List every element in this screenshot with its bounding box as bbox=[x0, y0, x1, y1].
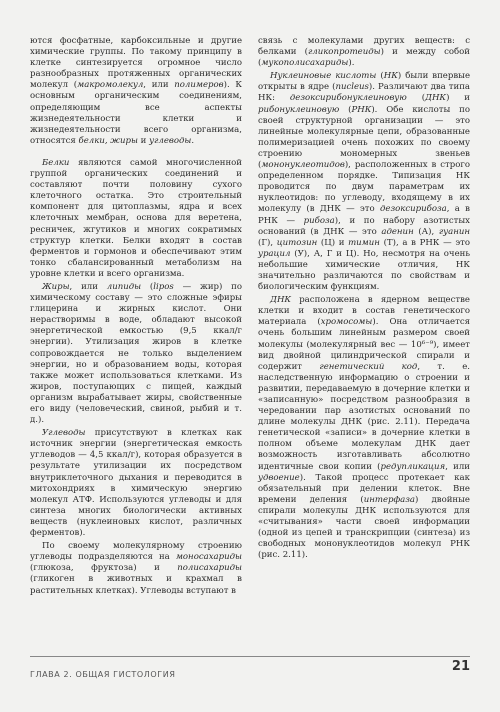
italic-term: ДНК bbox=[425, 93, 447, 104]
paragraph-p4 bbox=[30, 428, 242, 539]
italic-term: НК bbox=[383, 71, 398, 82]
text-run: расположена в ядерном веществе клетки и входит в состав генетического материала ( bbox=[258, 295, 470, 328]
italic-term: Белки bbox=[42, 157, 70, 168]
text-run: ). bbox=[348, 58, 355, 69]
italic-term: цитозин bbox=[276, 237, 318, 248]
paragraph-p3 bbox=[30, 282, 242, 426]
italic-term: Углеводы bbox=[42, 428, 86, 439]
text-run: . bbox=[191, 135, 195, 146]
italic-term: тимин bbox=[348, 237, 380, 248]
text-run: ). Обе кислоты по своей структурной организации — это линейные молекулярные цепи, образованные полимеризацией очень похожих по своему строению мономерных звеньев ( bbox=[258, 104, 470, 171]
text-run: (гликоген в животных и крахмал в растительных клетках). Углеводы вступают в bbox=[30, 574, 242, 596]
text-run: (Ц) и bbox=[317, 237, 349, 248]
text-run: ) и между собой ( bbox=[258, 47, 470, 69]
text-run: , или bbox=[143, 80, 175, 91]
italic-term: lipos bbox=[153, 281, 174, 292]
text-run: (А), bbox=[413, 226, 439, 237]
italic-term: удвоение bbox=[258, 472, 300, 483]
italic-term: nucleus bbox=[335, 82, 369, 93]
text-run: (У), А, Г и Ц). Но, несмотря на очень небольшие химические отличия, НК значительно различаются по свойствам и биологическим функциям. bbox=[258, 248, 470, 293]
italic-term: редупликация bbox=[380, 461, 446, 472]
text-run: ( bbox=[406, 93, 426, 104]
italic-term: моносахариды bbox=[175, 552, 242, 563]
text-run: ), и по набору азотистых оснований (в ДНК — это bbox=[258, 215, 470, 237]
text-run: , а в РНК — bbox=[258, 204, 470, 226]
italic-term: Жиры bbox=[42, 281, 70, 292]
text-run: ). Такой процесс протекает как обязательный при делении клеток. Вне времени деления ( bbox=[258, 472, 470, 505]
text-run: (Т), а в РНК — это bbox=[379, 237, 470, 248]
text-run: ( bbox=[339, 104, 352, 115]
paragraph-p6 bbox=[258, 36, 470, 69]
text-run: , или bbox=[445, 461, 470, 472]
paragraph-p5 bbox=[30, 541, 242, 596]
text-run: (Г), bbox=[258, 237, 277, 248]
italic-term: липиды bbox=[106, 281, 142, 292]
paragraph-p2 bbox=[30, 158, 242, 280]
italic-term: Нуклеиновые кислоты bbox=[270, 71, 377, 82]
italic-term: ДНК bbox=[270, 295, 292, 306]
italic-term: полимеров bbox=[174, 80, 224, 91]
text-run: присутствуют в клетках как источник энергии (энергетическая емкость углеводов — 4,5 ккал/г), которая образуется в результате утилизации их посредством внутриклеточного дыхания и переводится в митохондриях в химическую энергию молекул АТФ. Используются углеводы и для синтеза многих биологически активных веществ (нуклеиновых кислот, различных ферментов). bbox=[30, 428, 242, 539]
text-run: ) и bbox=[446, 93, 470, 104]
text-run: ) были впервые открыты в ядре ( bbox=[258, 71, 470, 93]
italic-term: аденин bbox=[381, 226, 414, 237]
italic-term: РНК bbox=[351, 104, 372, 115]
text-run: ). К основным органическим соединениям, определяющим все аспекты жизнедеятельности клетки и жизнедеятельности всего организма, относятся bbox=[30, 80, 242, 146]
text-run: По своему молекулярному строению углеводы подразделяются на bbox=[30, 541, 242, 563]
text-run: ). Различают два типа НК: bbox=[258, 82, 470, 104]
italic-term: макромолекул bbox=[77, 80, 144, 91]
italic-term: мононуклеотидов bbox=[261, 160, 345, 171]
text-run: являются самой многочисленной группой органических соединений и составляют почти половину сухого клеточного остатка. Это строительный компонент для цитоплазмы, ядра и всех клеточных мембран, основа для веретена, ресничек, жгутиков и многих сократимых структур клетки. Белки входят в состав ферментов и гормонов и обеспечивают этим тонко сбалансированный метаболизм на уровне клетки и всего организма. bbox=[30, 157, 242, 279]
text-run: ) двойные спирали молекулы ДНК используются для «считывания» части своей информации (одной из цепей и транскрипции (синтеза) из свободных мононуклеотидов молекул РНК (рис. 2.11). bbox=[258, 494, 470, 561]
text-run: связь с молекулами других веществ: с белками ( bbox=[258, 36, 470, 58]
italic-term: рибоза bbox=[303, 215, 335, 226]
italic-term: белки, жиры bbox=[78, 135, 138, 146]
text-run: — жир) по химическому составу — это сложные эфиры глицерина и жирных кислот. Они нерастворимы в воде, обладают высокой энергетической емкостью (9,5 ккал/г энергии). Утилизация жиров в клетке сопровождается не только выделением энергии, но и образованием воды, которая также может использоваться клетками. Из жиров, поступающих с пищей, каждый организм вырабатывает жиры, свойственные его виду (человеческий, свиной, рыбий и т. д.). bbox=[30, 281, 242, 426]
italic-term: интерфаза bbox=[363, 494, 416, 505]
italic-term: рибонуклеиновую bbox=[258, 104, 340, 115]
text-run: ( bbox=[141, 281, 154, 292]
italic-term: дезоксирибоза bbox=[379, 204, 447, 215]
italic-term: углеводы bbox=[149, 135, 192, 146]
italic-term: генетический код bbox=[319, 361, 418, 372]
text-run: ). Она отличается очень большим линейным размером своей молекулы (молекулярный вес — 10⁶⁻⁹), имеет вид двойной цилиндрической спирали и содержит bbox=[258, 317, 471, 372]
italic-term: урацил bbox=[258, 248, 291, 259]
italic-term: гликопротеиды bbox=[307, 47, 381, 58]
text-run: ( bbox=[376, 71, 384, 82]
text-run: (глюкоза, фруктоза) и bbox=[30, 563, 178, 574]
italic-term: гуанин bbox=[438, 226, 470, 237]
paragraph-p1 bbox=[30, 36, 242, 147]
left-column bbox=[30, 36, 242, 597]
text-run: , т. е. наследственную информацию о строении и развитии, передаваемую в дочерние клетки и «записанную» посредством разнообразия в чередовании пар азотистых оснований по длине молекулы ДНК (рис. 2.11). Передача генетической «записи» в дочерние клетки в полном объеме молекулам ДНК дает возможность изготавливать абсолютно идентичные свои копии ( bbox=[258, 361, 471, 472]
text-run: ), расположенных в строго определенном порядке. Типизация НК проводится по двум параметрам их нуклеотидов: по углеводу, входящему в их молекулу (в ДНК — это bbox=[258, 160, 470, 215]
text-run: , или bbox=[69, 281, 107, 292]
paragraph-p8 bbox=[258, 295, 470, 561]
right-column bbox=[258, 36, 470, 561]
italic-term: мукополисахариды bbox=[261, 58, 349, 69]
running-head: ГЛАВА 2. ОБЩАЯ ГИСТОЛОГИЯ bbox=[30, 670, 176, 679]
paragraph-p7 bbox=[258, 71, 470, 293]
page-number: 21 bbox=[451, 659, 470, 674]
italic-term: хромосомы bbox=[320, 317, 373, 328]
text-run: и bbox=[137, 135, 150, 146]
italic-term: дезоксирибонуклеиновую bbox=[289, 93, 407, 104]
page-footer bbox=[30, 656, 470, 681]
text-run: ются фосфатные, карбоксильные и другие химические группы. По такому принципу в клетке синтезируется огромное число разнообразных протяженных органических молекул ( bbox=[30, 36, 242, 91]
italic-term: полисахариды bbox=[177, 563, 242, 574]
